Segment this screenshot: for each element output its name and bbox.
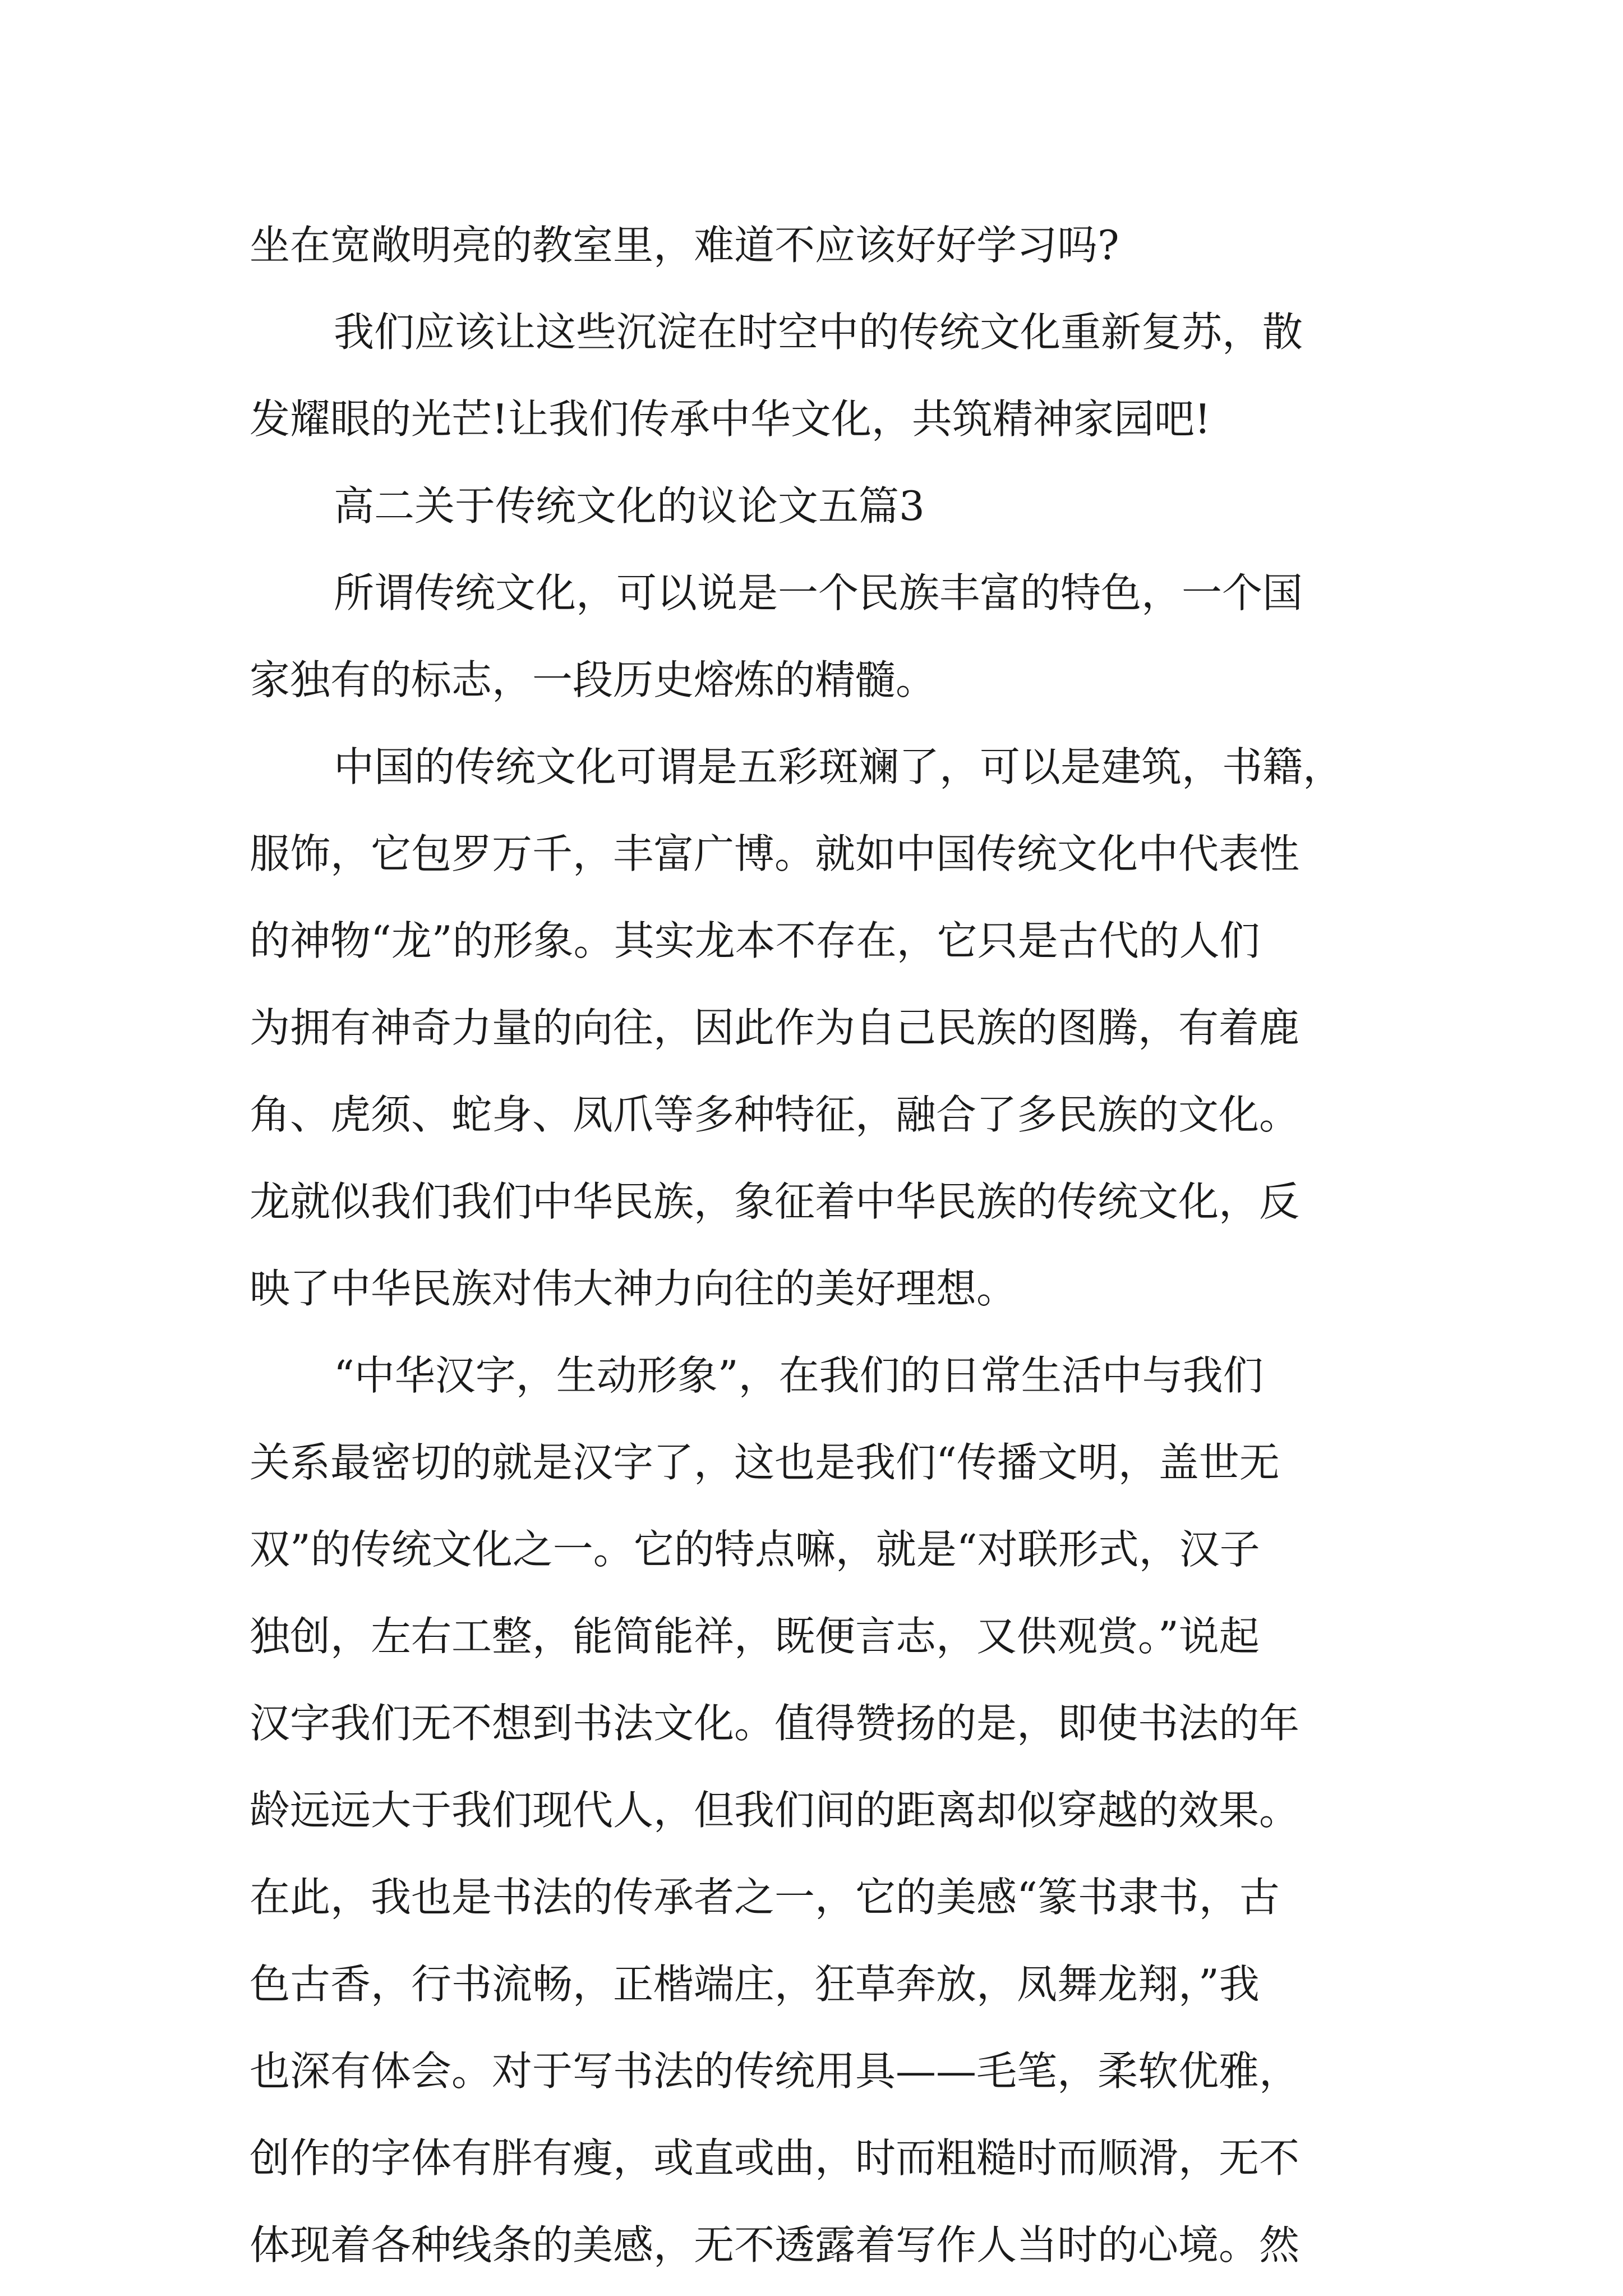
text-line: 映了中华民族对伟大神力向往的美好理想。 bbox=[250, 1265, 1017, 1312]
text-line: 关系最密切的就是汉字了，这也是我们“传播文明，盖世无 bbox=[250, 1439, 1280, 1486]
text-line: 高二关于传统文化的议论文五篇3 bbox=[334, 482, 925, 530]
text-line: 双”的传统文化之一。它的特点嘛，就是“对联形式，汉子 bbox=[250, 1526, 1260, 1573]
text-line: 创作的字体有胖有瘦，或直或曲，时而粗糙时而顺滑，无不 bbox=[250, 2134, 1300, 2182]
document-body bbox=[250, 202, 1382, 2289]
text-line: 汉字我们无不想到书法文化。值得赞扬的是，即使书法的年 bbox=[250, 1700, 1300, 1747]
text-line: “中华汉字，生动形象”，在我们的日常生活中与我们 bbox=[334, 1352, 1264, 1399]
text-line: 体现着各种线条的美感，无不透露着写作人当时的心境。然 bbox=[250, 2221, 1300, 2269]
text-line: 所谓传统文化，可以说是一个民族丰富的特色，一个国 bbox=[334, 569, 1303, 616]
text-line: 为拥有神奇力量的向往，因此作为自己民族的图腾，有着鹿 bbox=[250, 1004, 1300, 1051]
text-line: 也深有体会。对于写书法的传统用具——毛笔，柔软优雅， bbox=[250, 2047, 1300, 2095]
text-line: 龄远远大于我们现代人，但我们间的距离却似穿越的效果。 bbox=[250, 1787, 1300, 1834]
text-line: 服饰，它包罗万千，丰富广博。就如中国传统文化中代表性 bbox=[250, 830, 1300, 877]
text-line: 家独有的标志，一段历史熔炼的精髓。 bbox=[250, 656, 937, 703]
text-line: 色古香，行书流畅，正楷端庄，狂草奔放，凤舞龙翔，”我 bbox=[250, 1961, 1260, 2008]
text-line: 角、虎须、蛇身、凤爪等多种特征，融合了多民族的文化。 bbox=[250, 1091, 1300, 1138]
text-line: 龙就似我们我们中华民族，象征着中华民族的传统文化，反 bbox=[250, 1178, 1300, 1225]
text-line: 独创，左右工整，能简能祥，既便言志，又供观赏。”说起 bbox=[250, 1613, 1260, 1660]
text-line: 发耀眼的光芒!让我们传承中华文化，共筑精神家园吧! bbox=[250, 395, 1211, 443]
text-line: 在此，我也是书法的传承者之一，它的美感“篆书隶书，古 bbox=[250, 1874, 1280, 1921]
text-line: 中国的传统文化可谓是五彩斑斓了，可以是建筑，书籍， bbox=[334, 743, 1344, 790]
text-line: 的神物“龙”的形象。其实龙本不存在，它只是古代的人们 bbox=[250, 917, 1260, 964]
text-line: 坐在宽敞明亮的教室里，难道不应该好好学习吗? bbox=[250, 222, 1119, 269]
text-line: 我们应该让这些沉淀在时空中的传统文化重新复苏，散 bbox=[334, 309, 1303, 356]
